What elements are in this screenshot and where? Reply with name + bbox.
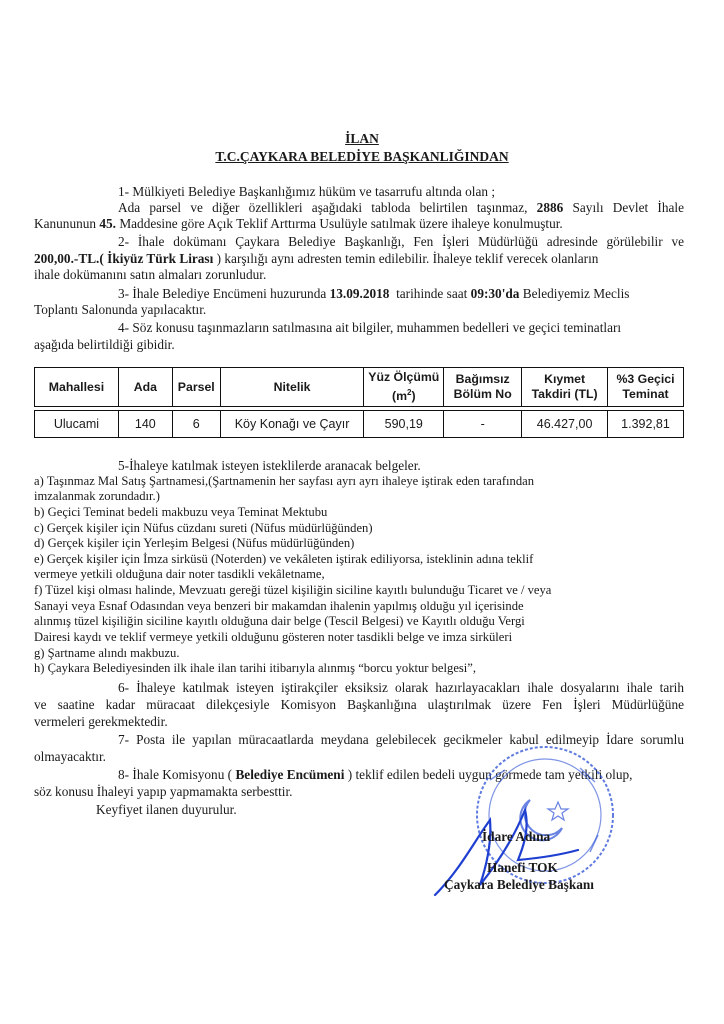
- para6-line2: ve saatine kadar müracaat dilekçesiyle Komisyon Başkanlığına ulaştırılmak üzere Fen İşleri Müdürlüğüne: [34, 697, 684, 712]
- tender-date: 13.09.2018: [329, 286, 390, 301]
- text-span: Teminat: [622, 387, 669, 401]
- cell-value: 46.427,00: [522, 411, 608, 438]
- text-span: Sayılı Devlet İhale: [572, 200, 684, 215]
- text-span: Bağımsız: [455, 372, 510, 386]
- closing-statement: Keyfiyet ilanen duyurulur.: [96, 802, 237, 817]
- doc-item-f-cont1: Sanayi veya Esnaf Odasından veya benzeri bir makamdan ihalenin yapılmış olduğu yıl içerisinde: [34, 599, 524, 613]
- table-row: [35, 411, 684, 438]
- para8-line2: söz konusu İhaleyi yapıp yapmamakta serbesttir.: [34, 784, 293, 799]
- text-span: ): [411, 389, 416, 404]
- doc-item-a: a) Taşınmaz Mal Satış Şartnamesi,(Şartnamenin her sayfası ayrı ayrı ihaleye iştirak eden tarafından: [34, 474, 535, 488]
- para7-line1: 7- Posta ile yapılan müracaatlarda meydana gelebilecek gecikmeler kabul edilmeyip İdare sorumlu: [118, 732, 684, 747]
- para6-line3: vermeleri gerekmektedir.: [34, 714, 168, 729]
- docs-heading: 5-İhaleye katılmak isteyen isteklilerde aranacak belgeler.: [118, 458, 421, 473]
- text-span: ) karşılığı aynı adresten temin edilebilir. İhaleye teklif verecek olanların: [216, 251, 599, 266]
- signatory-name: Hanefi TOK: [487, 860, 558, 875]
- para2-line2: [34, 250, 598, 267]
- doc-item-f-cont2: alınmış tüzel kişiliğin siciline kayıtlı olduğuna dair belge (Tescil Belgesi) ve Kayıtlı olduğu Vergi: [34, 614, 525, 628]
- text-span: %3 Geçici: [616, 372, 675, 386]
- cell-ada: 140: [118, 411, 172, 438]
- para1-line2: [118, 199, 684, 216]
- doc-item-g: g) Şartname alındı makbuzu.: [34, 646, 180, 660]
- cell-deposit: 1.392,81: [608, 411, 684, 438]
- tender-time: 09:30'da: [470, 286, 520, 301]
- para3-line1: [118, 285, 629, 302]
- para4-line1: 4- Söz konusu taşınmazların satılmasına ait bilgiler, muhammen bedelleri ve geçici teminatları: [118, 320, 622, 335]
- para6-line1: 6- İhaleye katılmak isteyen iştirakçiler eksiksiz olarak hazırlayacakları ihale dosyalarını ihale tarih: [118, 680, 684, 695]
- text-span: (m: [391, 389, 408, 404]
- text-span: Kanununun: [34, 216, 97, 231]
- text-span: Ada parsel ve diğer özellikleri aşağıdaki tabloda belirtilen taşınmaz,: [118, 200, 528, 215]
- text-span: Bölüm No: [453, 387, 512, 401]
- text-span: Yüz Ölçümü: [368, 369, 440, 384]
- law-number: 2886: [536, 200, 564, 215]
- header-deposit: [608, 368, 684, 407]
- header-unit-no: [444, 368, 522, 407]
- header-value: [522, 368, 608, 407]
- header-ada: Ada: [118, 368, 172, 407]
- issuer-title: T.C.ÇAYKARA BELEDİYE BAŞKANLIĞINDAN: [215, 149, 509, 164]
- committee-name: Belediye Encümeni: [235, 767, 345, 782]
- para1-line1: 1- Mülkiyeti Belediye Başkanlığımız hüküm ve tasarrufu altında olan ;: [118, 184, 496, 199]
- text-span: ) teklif edilen bedeli uygun görmede tam yetkili olup,: [347, 767, 633, 782]
- article-number: 45.: [99, 216, 116, 231]
- header-nitelik: Nitelik: [220, 368, 364, 407]
- header-area: [364, 368, 444, 407]
- doc-item-f: f) Tüzel kişi olması halinde, Mevzuatı gereği tüzel kişiliğin siciline kayıtlı bulunduğu Ticaret ve / veya: [34, 583, 552, 597]
- doc-item-e-cont: vermeye yetkili olduğuna dair noter tasdikli vekâletname,: [34, 567, 325, 581]
- notice-title: İLAN: [345, 131, 379, 146]
- para7-line2: olmayacaktır.: [34, 749, 106, 764]
- text-span: Kıymet: [544, 372, 586, 386]
- para2-line1: 2- İhale dokümanı Çaykara Belediye Başkanlığı, Fen İşleri Müdürlüğü adresinde görülebilir ve: [118, 234, 684, 249]
- cell-unit-no: -: [444, 411, 522, 438]
- doc-item-h: h) Çaykara Belediyesinden ilk ihale ilan tarihi itibarıyla alınmış “borcu yoktur belgesi”,: [34, 661, 477, 675]
- para2-line3: ihale dokümanını satın almaları zorunludur.: [34, 267, 267, 282]
- signatory-title: Çaykara Belediye Başkanı: [444, 877, 594, 892]
- text-span: 3- İhale Belediye Encümeni huzurunda: [118, 286, 327, 301]
- text-span: Belediyemiz Meclis: [522, 286, 630, 301]
- text-span: 8- İhale Komisyonu (: [118, 767, 233, 782]
- cell-nitelik: Köy Konağı ve Çayır: [220, 411, 364, 438]
- text-span: Takdiri (TL): [531, 387, 598, 401]
- fee-amount: 200,00.-TL.(: [34, 251, 104, 266]
- cell-parsel: 6: [172, 411, 220, 438]
- text-span: 2: [407, 387, 412, 397]
- property-table: [34, 367, 684, 438]
- header-mahallesi: Mahallesi: [35, 368, 119, 407]
- fee-words: İkiyüz Türk Lirası: [107, 251, 214, 266]
- cell-area: 590,19: [364, 411, 444, 438]
- doc-item-e: e) Gerçek kişiler için İmza sirküsü (Noterden) ve vekâleten iştirak ediliyorsa, isteklinin adına teklif: [34, 552, 534, 566]
- header-parsel: Parsel: [172, 368, 220, 407]
- text-span: Maddesine göre Açık Teklif Arttırma Usulüyle satılmak üzere ihaleye konulmuştur.: [119, 216, 563, 231]
- signature-role: İdare Adına: [482, 829, 551, 844]
- para3-line2: Toplantı Salonunda yapılacaktır.: [34, 302, 207, 317]
- text-span: tarihinde saat: [396, 286, 468, 301]
- para4-line2: aşağıda belirtildiği gibidir.: [34, 337, 175, 352]
- cell-mahallesi: Ulucami: [35, 411, 119, 438]
- doc-item-d: d) Gerçek kişiler için Yerleşim Belgesi (Nüfus müdürlüğünden): [34, 536, 355, 550]
- doc-item-f-cont3: Dairesi kaydı ve teklif vermeye yetkili olduğunu gösteren noter tasdikli belge ve imza sirküleri: [34, 630, 513, 644]
- doc-item-b: b) Geçici Teminat bedeli makbuzu veya Teminat Mektubu: [34, 505, 328, 519]
- doc-item-c: c) Gerçek kişiler için Nüfus cüzdanı sureti (Nüfus müdürlüğünden): [34, 521, 373, 535]
- para1-line3: [34, 215, 563, 232]
- table-header-row: [35, 368, 684, 407]
- doc-item-a-cont: imzalanmak zorundadır.): [34, 489, 160, 503]
